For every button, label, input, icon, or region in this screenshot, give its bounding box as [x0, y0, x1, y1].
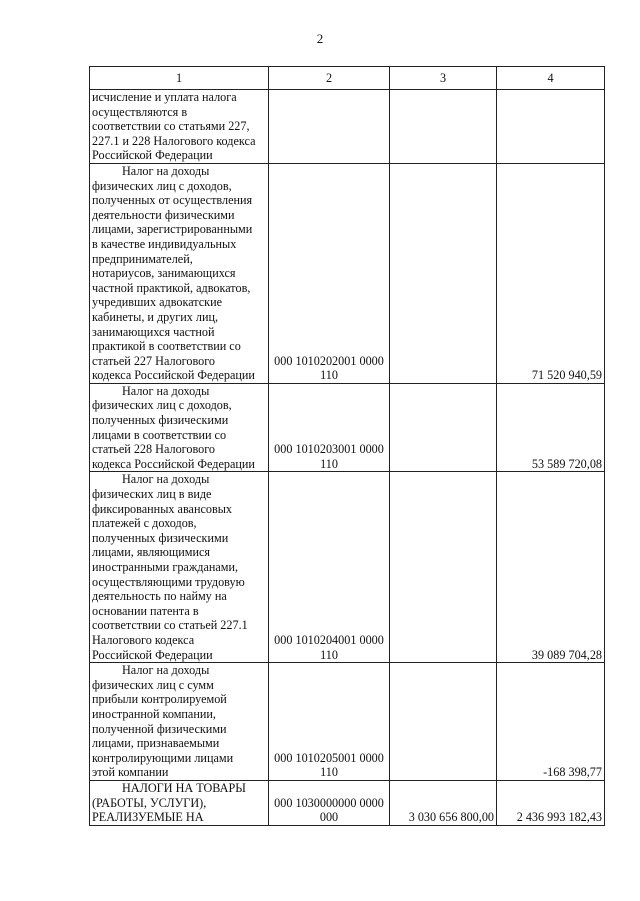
budget-code-line: 000 1030000000 0000 — [274, 795, 384, 810]
income-name-line: в качестве индивидуальных — [92, 236, 237, 251]
income-name-line: физических лиц в виде — [92, 487, 212, 502]
page-number: 2 — [316, 31, 324, 46]
income-name-line: лицами в соответствии со — [92, 427, 227, 442]
income-name-line: деятельность по найму на — [92, 589, 227, 604]
column-header-2: 2 — [269, 67, 390, 90]
budget-code-line: 110 — [320, 368, 338, 383]
income-name-line: деятельности физическими — [92, 207, 235, 222]
table-row — [90, 663, 605, 781]
executed-amount-cell — [497, 90, 605, 164]
budget-code-cell — [269, 383, 390, 472]
income-name-line: Российской Федерации — [92, 647, 213, 662]
budget-code-line: 000 — [319, 810, 339, 825]
income-name-line: иностранной компании, — [92, 706, 216, 721]
budget-code-cell — [269, 163, 390, 383]
income-name-line: кодекса Российской Федерации — [92, 368, 255, 383]
budget-code-line: 000 1010202001 0000 — [274, 353, 384, 368]
income-name-line: полученных физическими — [92, 413, 229, 428]
income-name-line: физических лиц с сумм — [92, 677, 214, 692]
income-name-line: Налогового кодекса — [92, 632, 195, 647]
table-row — [90, 383, 605, 472]
income-name-line: соответствии со статьями 227, — [92, 119, 250, 134]
income-name-line: платежей с доходов, — [92, 516, 197, 531]
planned-amount-cell: 3 030 656 800,00 — [390, 780, 497, 825]
income-name-line: основании патента в — [92, 603, 199, 618]
budget-code-cell — [269, 663, 390, 781]
income-name-line: полученной физическими — [92, 721, 227, 736]
income-name-line: учредивших адвокатские — [92, 295, 223, 310]
income-name-line: нотариусов, занимающихся — [92, 266, 236, 281]
income-name-line: (РАБОТЫ, УСЛУГИ), — [92, 795, 207, 810]
table-row — [90, 163, 605, 383]
income-name-line: полученных физическими — [92, 530, 229, 545]
income-name-cell — [90, 163, 269, 383]
planned-amount-cell — [390, 90, 497, 164]
column-header-1: 1 — [90, 67, 269, 90]
executed-amount-cell: 71 520 940,59 — [497, 163, 605, 383]
income-name-line: НАЛОГИ НА ТОВАРЫ — [122, 780, 246, 795]
income-name-line: лицами, являющимися — [92, 545, 211, 560]
income-name-cell — [90, 90, 269, 164]
income-name-line: осуществляются в — [92, 104, 188, 119]
table-row — [90, 90, 605, 164]
income-name-line: частной практикой, адвокатов, — [92, 280, 251, 295]
income-name-cell — [90, 383, 269, 472]
income-name-line: статьей 228 Налогового — [92, 442, 216, 457]
income-name-cell — [90, 780, 269, 825]
column-header-3: 3 — [390, 67, 497, 90]
budget-code-line — [271, 134, 387, 149]
budget-code-cell — [269, 780, 390, 825]
income-name-line: контролирующими лицами — [92, 750, 234, 765]
budget-code-line: 000 1010205001 0000 — [274, 750, 384, 765]
budget-code-line — [271, 148, 387, 163]
executed-amount-cell: -168 398,77 — [497, 663, 605, 781]
income-name-line: Налог на доходы — [122, 472, 210, 487]
income-name-line: фиксированных авансовых — [92, 501, 233, 516]
income-name-cell — [90, 663, 269, 781]
income-name-line: предпринимателей, — [92, 251, 193, 266]
executed-amount-cell: 53 589 720,08 — [497, 383, 605, 472]
column-header-4: 4 — [497, 67, 605, 90]
income-name-line: лицами, признаваемыми — [92, 736, 220, 751]
executed-amount-cell: 2 436 993 182,43 — [497, 780, 605, 825]
budget-code-line: 110 — [320, 765, 338, 780]
income-name-line: Налог на доходы — [122, 663, 210, 678]
income-name-line: соответствии со статьей 227.1 — [92, 618, 248, 633]
income-name-line: исчисление и уплата налога — [92, 90, 237, 104]
table-row — [90, 780, 605, 825]
income-name-line: физических лиц с доходов, — [92, 178, 232, 193]
planned-amount-cell — [390, 663, 497, 781]
income-name-cell — [90, 472, 269, 663]
income-name-line: Налог на доходы — [122, 163, 210, 178]
income-name-line: занимающихся частной — [92, 324, 215, 339]
planned-amount-cell — [390, 163, 497, 383]
income-name-line: РЕАЛИЗУЕМЫЕ НА — [92, 810, 204, 825]
income-name-line: осуществляющими трудовую — [92, 574, 245, 589]
income-name-line: Российской Федерации — [92, 148, 213, 163]
income-name-line: лицами, зарегистрированными — [92, 222, 253, 237]
income-name-line: прибыли контролируемой — [92, 692, 227, 707]
income-name-line: физических лиц с доходов, — [92, 398, 232, 413]
income-name-line: практикой в соответствии со — [92, 339, 241, 354]
budget-code-cell — [269, 472, 390, 663]
income-name-line: 227.1 и 228 Налогового кодекса — [92, 133, 256, 148]
income-name-line: этой компании — [92, 765, 169, 780]
income-name-line: статьей 227 Налогового — [92, 353, 216, 368]
budget-table — [89, 66, 605, 826]
income-name-line: иностранными гражданами, — [92, 560, 239, 574]
budget-code-line: 110 — [320, 456, 338, 471]
planned-amount-cell — [390, 472, 497, 663]
budget-code-line: 000 1010203001 0000 — [274, 442, 384, 457]
budget-code-line: 000 1010204001 0000 — [274, 632, 384, 647]
income-name-line: Налог на доходы — [122, 383, 210, 398]
table-row — [90, 472, 605, 663]
table-header-row — [90, 67, 605, 90]
budget-code-line: 110 — [320, 647, 338, 662]
executed-amount-cell: 39 089 704,28 — [497, 472, 605, 663]
planned-amount-cell — [390, 383, 497, 472]
budget-code-cell — [269, 90, 390, 164]
income-name-line: полученных от осуществления — [92, 193, 253, 208]
income-name-line: кабинеты, и других лиц, — [92, 309, 219, 324]
income-name-line: кодекса Российской Федерации — [92, 456, 255, 471]
